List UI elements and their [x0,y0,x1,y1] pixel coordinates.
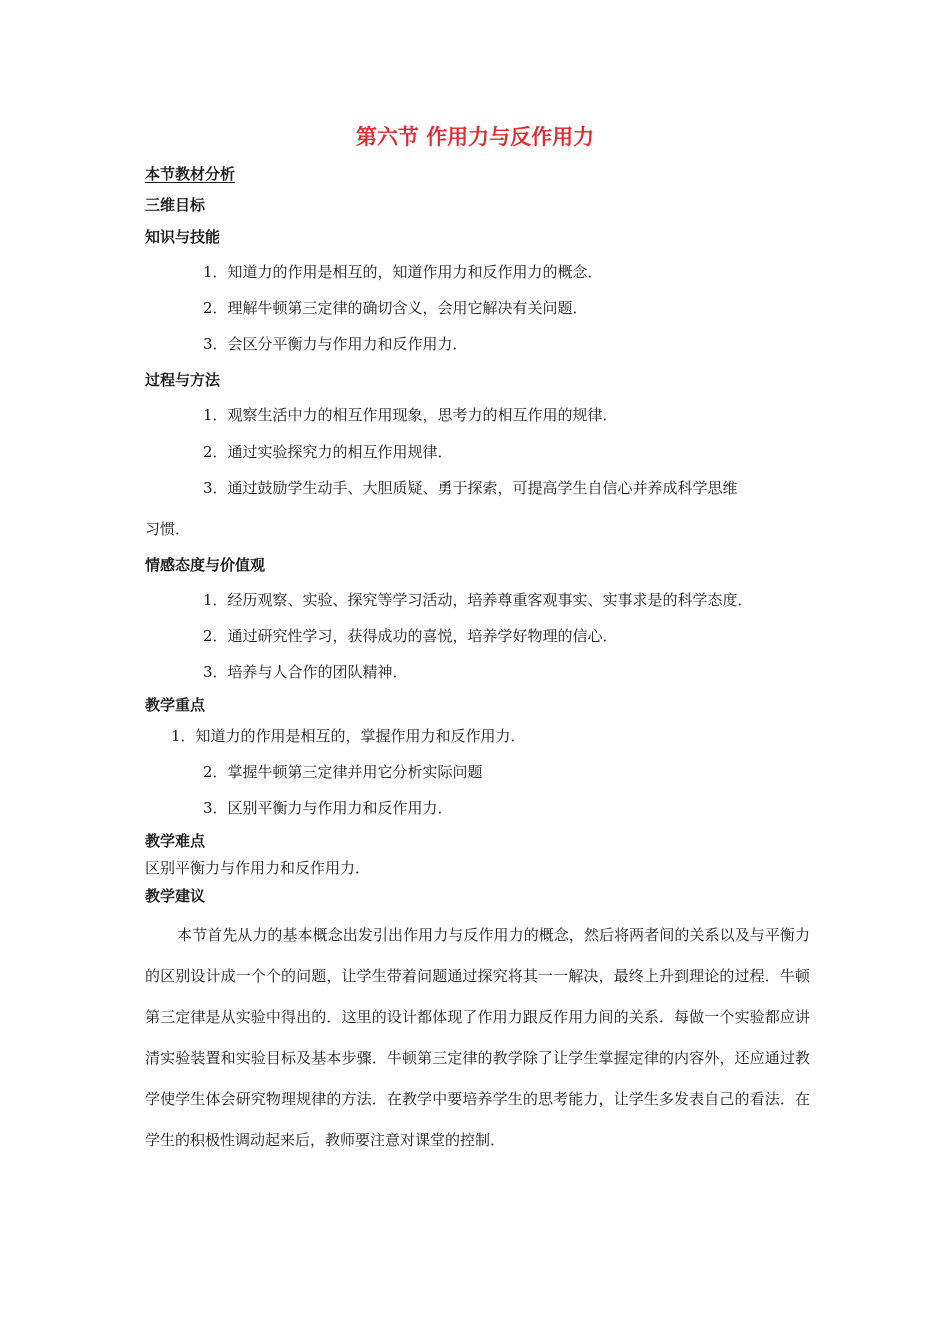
heading-emotion: 情感态度与价值观 [145,556,266,574]
heading-suggestions: 教学建议 [145,887,206,905]
heading-knowledge: 知识与技能 [145,228,221,246]
knowledge-item-3: 3．会区分平衡力与作用力和反作用力． [203,335,468,353]
difficulties-text: 区别平衡力与作用力和反作用力． [145,859,371,877]
process-item-1: 1．观察生活中力的相互作用现象，思考力的相互作用的规律． [203,406,618,424]
suggestions-paragraph: 本节首先从力的基本概念出发引出作用力与反作用力的概念，然后将两者间的关系以及与平衡力的区别设计成一个个的问题，让学生带着问题通过探究将其一一解决，最终上升到理论的过程．牛顿第三定律是从实验中得出的．这里的设计都体现了作用力跟反作用力间的关系．每做一个实验都应讲清实验装置和实验目标及基本步骤．牛顿第三定律的教学除了让学生掌握定律的内容外，还应通过教学使学生体会研究物理规律的方法．在教学中要培养学生的思考能力，让学生多发表自己的看法．在学生的积极性调动起来后，教师要注意对课堂的控制． [145,926,810,1149]
key-point-item-3: 3．区别平衡力与作用力和反作用力． [203,799,453,817]
heading-goals: 三维目标 [145,196,206,214]
emotion-item-2: 2．通过研究性学习，获得成功的喜悦，培养学好物理的信心． [203,627,618,645]
heading-difficulties: 教学难点 [145,832,206,850]
key-point-item-2: 2．掌握牛顿第三定律并用它分析实际问题 [203,763,483,781]
key-point-item-1: 1．知道力的作用是相互的，掌握作用力和反作用力． [171,727,526,745]
knowledge-item-2: 2．理解牛顿第三定律的确切含义，会用它解决有关问题． [203,299,588,317]
heading-analysis: 本节教材分析 [145,165,236,183]
process-item-3: 3．通过鼓励学生动手、大胆质疑、勇于探索，可提高学生自信心并养成科学思维 [203,479,738,497]
heading-key-points: 教学重点 [145,696,206,714]
emotion-item-1: 1．经历观察、实验、探究等学习活动，培养尊重客观事实、实事求是的科学态度． [203,591,753,609]
emotion-item-3: 3．培养与人合作的团队精神． [203,663,408,681]
page-title: 第六节 作用力与反作用力 [355,125,595,149]
process-item-3-cont: 习惯． [145,520,191,538]
process-item-2: 2．通过实验探究力的相互作用规律． [203,443,453,461]
knowledge-item-1: 1．知道力的作用是相互的，知道作用力和反作用力的概念． [203,263,603,281]
heading-process: 过程与方法 [145,371,221,389]
